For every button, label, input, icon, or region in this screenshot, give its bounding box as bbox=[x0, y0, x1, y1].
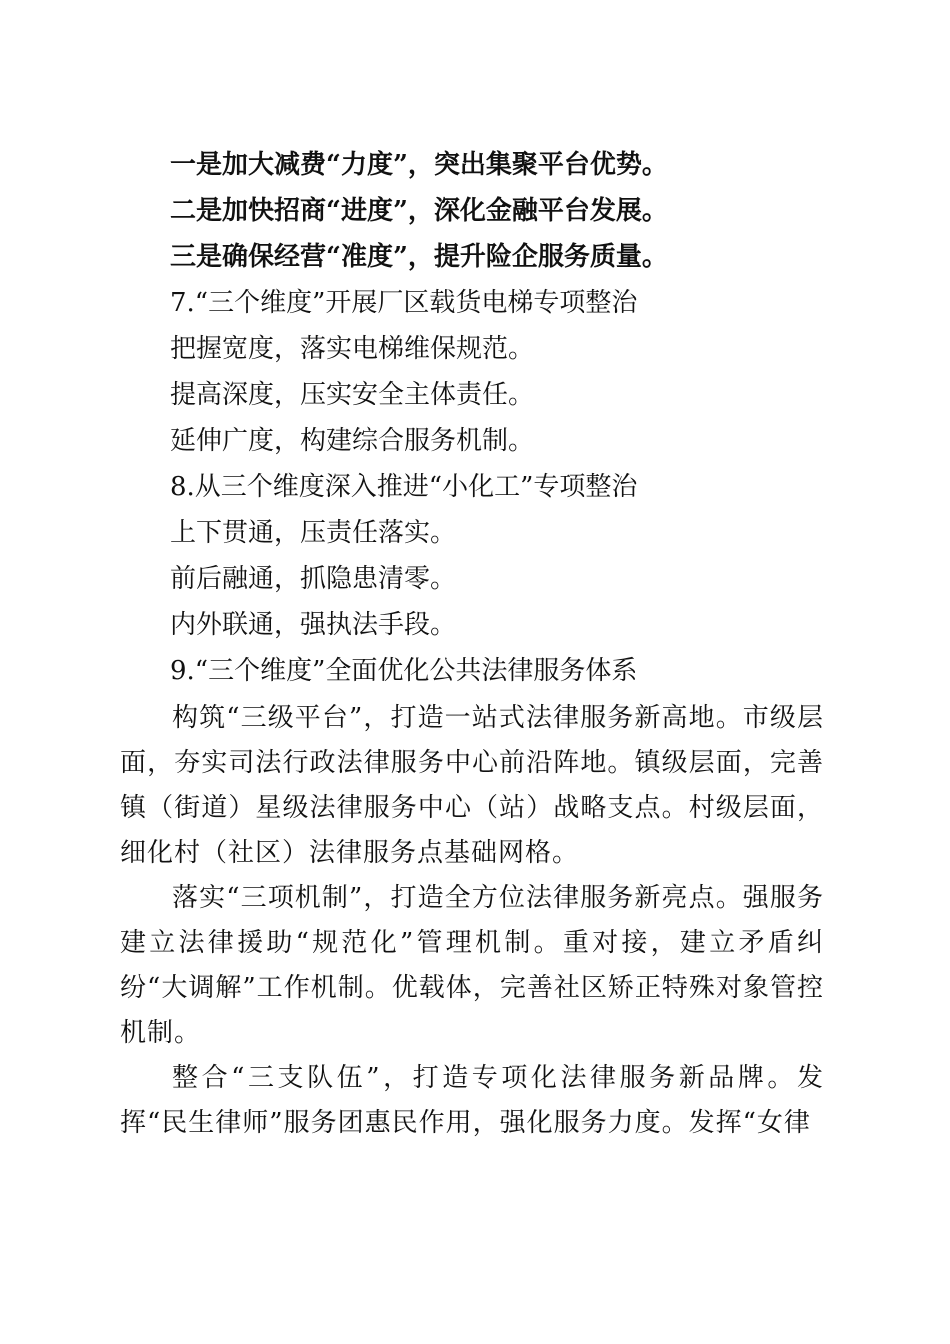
section-heading: 8.从三个维度深入推进“小化工”专项整治 bbox=[170, 472, 638, 502]
body-paragraph: 落实“三项机制”，打造全方位法律服务新亮点。强服务建立法律援助“规范化”管理机制。重对接，建立矛盾纠纷“大调解”工作机制。优载体，完善社区矫正特殊对象管控机制。 bbox=[120, 883, 824, 1048]
document-page bbox=[120, 142, 824, 1146]
text-line: 二是加快招商“进度”，深化金融平台发展。 bbox=[170, 196, 668, 226]
text-line: 内外联通，强执法手段。 bbox=[170, 610, 457, 640]
body-paragraph: 构筑“三级平台”，打造一站式法律服务新高地。市级层面，夯实司法行政法律服务中心前沿阵地。镇级层面，完善镇（街道）星级法律服务中心（站）战略支点。村级层面，细化村（社区）法律服务点基础网格。 bbox=[120, 703, 824, 868]
text-line: 三是确保经营“准度”，提升险企服务质量。 bbox=[170, 242, 668, 272]
text-line: 提高深度，压实安全主体责任。 bbox=[170, 380, 535, 410]
text-line: 上下贯通，压责任落实。 bbox=[170, 518, 457, 548]
section-heading: 7.“三个维度”开展厂区载货电梯专项整治 bbox=[170, 288, 638, 318]
text-line: 延伸广度，构建综合服务机制。 bbox=[170, 426, 535, 456]
body-paragraph: 整合“三支队伍”，打造专项化法律服务新品牌。发挥“民生律师”服务团惠民作用，强化服务力度。发挥“女律 bbox=[120, 1063, 824, 1138]
text-line: 一是加大减费“力度”，突出集聚平台优势。 bbox=[170, 150, 668, 180]
text-line: 前后融通，抓隐患清零。 bbox=[170, 564, 457, 594]
section-heading: 9.“三个维度”全面优化公共法律服务体系 bbox=[170, 656, 638, 686]
text-line: 把握宽度，落实电梯维保规范。 bbox=[170, 334, 535, 364]
